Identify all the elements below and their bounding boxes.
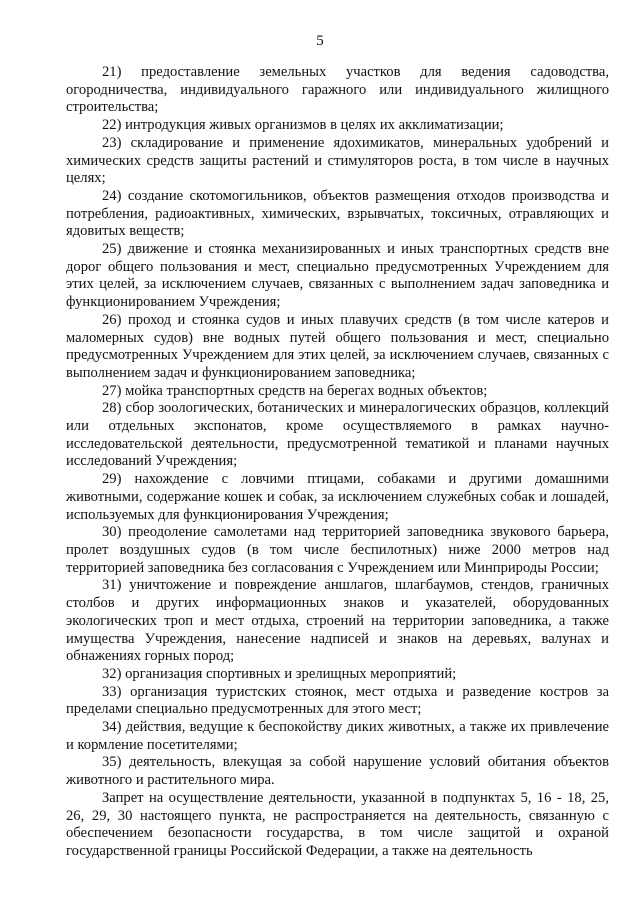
paragraph-item-22: 22) интродукция живых организмов в целях их акклиматизации; [102, 117, 504, 134]
paragraph-item-27: 27) мойка транспортных средств на берегах водных объектов; [102, 382, 488, 399]
document-body [66, 64, 609, 861]
paragraph-exception: Запрет на осуществление деятельности, указанной в подпунктах 5, 16 - 18, 25, 26, 29, 30 настоящего пункта, не распространяется на деятельность, связанную с обеспечением безопасности государства, в том числе защитой и охраной государственной границы Российской Федерации, а также на деятельность [66, 789, 609, 859]
paragraph-item-25: 25) движение и стоянка механизированных и иных транспортных средств вне дорог общего пользования и мест, специально предусмотренных Учреждением для этих целей, за исключением случаев, связанных с выполнением задач заповедника и функционированием Учреждения; [66, 241, 609, 311]
paragraph-item-23: 23) складирование и применение ядохимикатов, минеральных удобрений и химических средств защиты растений и стимуляторов роста, в том числе в научных целях; [66, 134, 609, 187]
paragraph-item-34: 34) действия, ведущие к беспокойству диких животных, а также их привлечение и кормление посетителями; [66, 719, 609, 753]
paragraph-item-29: 29) нахождение с ловчими птицами, собаками и другими домашними животными, содержание кошек и собак, за исключением служебных собак и лошадей, используемых для функционирования Учреждения; [66, 471, 609, 523]
paragraph-item-30: 30) преодоление самолетами над территорией заповедника звукового барьера, пролет воздушных судов (в том числе беспилотных) ниже 2000 метров над территорией заповедника без согласования с Учреждением или Минприроды России; [66, 524, 609, 576]
page-number: 5 [316, 33, 324, 49]
paragraph-item-21: 21) предоставление земельных участков для ведения садоводства, огородничества, индивидуального гаражного или индивидуального жилищного строительства; [66, 64, 609, 116]
paragraph-item-35: 35) деятельность, влекущая за собой нарушение условий обитания объектов животного и растительного мира. [66, 754, 609, 789]
paragraph-item-33: 33) организация туристских стоянок, мест отдыха и разведение костров за пределами специально предусмотренных для этого мест; [66, 683, 609, 718]
paragraph-item-31: 31) уничтожение и повреждение аншлагов, шлагбаумов, стендов, граничных столбов и других информационных знаков и указателей, оборудованных экологических троп и мест отдыха, строений на территории заповедника, а также имущества Учреждения, нанесение надписей и знаков на деревьях, валунах и обнажениях горных пород; [66, 577, 609, 665]
paragraph-item-26: 26) проход и стоянка судов и иных плавучих средств (в том числе катеров и маломерных судов) вне водных путей общего пользования и мест, специально предусмотренных Учреждением для этих целей, за исключением случаев, связанных с выполнением задач и функционированием заповедника; [66, 311, 609, 381]
paragraph-item-28: 28) сбор зоологических, ботанических и минералогических образцов, коллекций или отдельных экспонатов, кроме осуществляемого в рамках научно-исследовательской деятельности, предусмотренной тематикой и планами научных исследований Учреждения; [66, 400, 609, 470]
paragraph-item-32: 32) организация спортивных и зрелищных мероприятий; [102, 665, 457, 682]
paragraph-item-24: 24) создание скотомогильников, объектов размещения отходов производства и потребления, радиоактивных, химических, взрывчатых, токсичных, отравляющих и ядовитых веществ; [66, 187, 609, 240]
